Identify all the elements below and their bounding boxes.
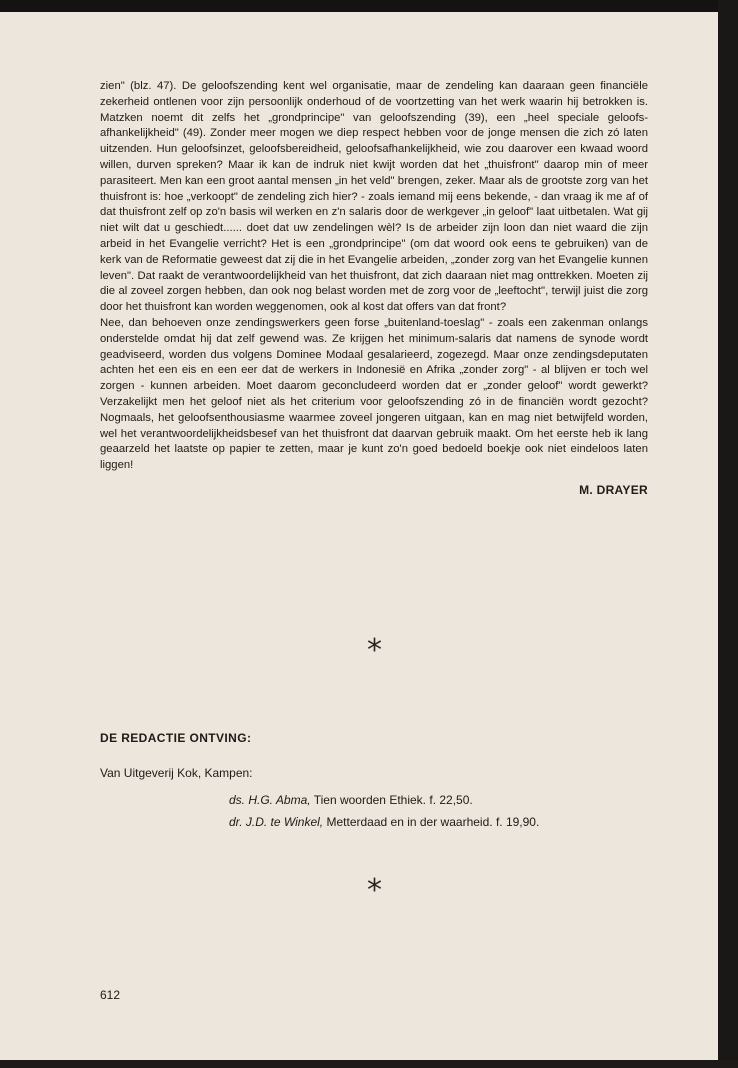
scan-edge-right: [718, 0, 738, 1068]
paragraph-2: Nee, dan behoeven onze zendingswerkers geen forse „buitenland-toeslag" - zoals een zakenman onlangs onderstelde omdat hij dat zelf gewend was. Ze krijgen het minimum-salaris dat namens de synode wordt geadviseerd, worden dus volgens Dominee Modaal gesalarieerd, zogezegd. Maar onze zendingsdeputaten achten het een eis en een eer dat de werkers in Indonesië en Afrika „zonder zorg" - al blijven er toch wel zorgen - kunnen arbeiden. Moet daarom geconcludeerd worden dat er „zonder geloof" wordt gewerkt? Verzakelijkt men het geloof niet als het criterium voor geloofszending zó in de financiën wordt gezocht? Nogmaals, het geloofsenthousiasme waarmee zoveel jongeren uitgaan, kan en mag niet betwijfeld worden, wel het verantwoordelijkheidsbesef van het thuisfront dat daarvan gebruik maakt. Om het eerste heb ik lang geaarzeld het laatste op papier te zetten, maar je kunt zo'n goed bedoeld boekje ook niet eindeloos laten liggen!: [100, 316, 648, 472]
book-title: Metterdaad en in der waarheid.: [326, 815, 493, 829]
article-body: [100, 79, 648, 497]
book-entry: [229, 793, 473, 807]
received-heading: DE REDACTIE ONTVING:: [100, 731, 252, 745]
book-author: ds. H.G. Abma,: [229, 793, 311, 807]
book-price: f. 19,90.: [495, 815, 540, 829]
scan-edge-bottom: [0, 1060, 738, 1068]
section-separator-asterisk: *: [367, 633, 382, 668]
paragraph-1: zien" (blz. 47). De geloofszending kent wel organisatie, maar de zendeling kan daaraan geen financiële zekerheid ontlenen voor zijn persoonlijk onderhoud of de voortzetting van het werk waarin hij betrokken is. Matzken noemt dit zelfs het „grondprincipe" van geloofszending (39), een „heel speciale geloofs-afhankelijkheid" (49). Zonder meer mogen we diep respect hebben voor de jonge mensen die zich zó laten uitzenden. Hun geloofsinzet, geloofsbereidheid, geloofsafhankelijkheid, wie zou daarover een kwaad woord willen, durven spreken? Maar ik kan de indruk niet kwijt worden dat het „thuisfront" daarop min of meer parasiteert. Men kan een groot aantal mensen „in het veld" brengen, zeker. Maar als de grootste zorg van het thuisfront is: hoe „verkoopt" de zendeling zich hier? - zoals iemand mij eens bekende, - dan vraag ik me af of dat thuisfront zelf op zo'n basis wil werken en z'n salaris door de werkgever „in geloof" laat uitbetalen. Wat gij niet wilt dat u geschiedt...... doet dat uw zendelingen wèl? Is de arbeider zijn loon dan niet waard die zijn arbeid in het Evangelie verricht? Het is een „grondprincipe" (om dat woord ook eens te gebruiken) van de kerk van de Reformatie geweest dat zij die in het Evangelie arbeiden, „zonder zorg van het Evangelie kunnen leven". Dat raakt de verantwoordelijkheid van het thuisfront, dat zich daaraan niet mag onttrekken. Moeten zij die al zoveel zorgen hebben, dan ook nog belast worden met de zorg voor de „leeftocht", terwijl juist die zorg door het thuisfront kan worden weggenomen, ook al kost dat offers van dat front?: [100, 80, 648, 314]
book-author: dr. J.D. te Winkel,: [229, 815, 324, 829]
page-number: 612: [100, 988, 121, 1002]
book-title: Tien woorden Ethiek.: [313, 793, 427, 807]
publisher-line: Van Uitgeverij Kok, Kampen:: [100, 766, 253, 780]
book-price: f. 22,50.: [429, 793, 473, 807]
scan-edge-top: [0, 0, 738, 12]
book-entry: [229, 815, 539, 829]
author-signature: M. DRAYER: [579, 482, 648, 497]
end-separator-asterisk: *: [367, 873, 382, 908]
